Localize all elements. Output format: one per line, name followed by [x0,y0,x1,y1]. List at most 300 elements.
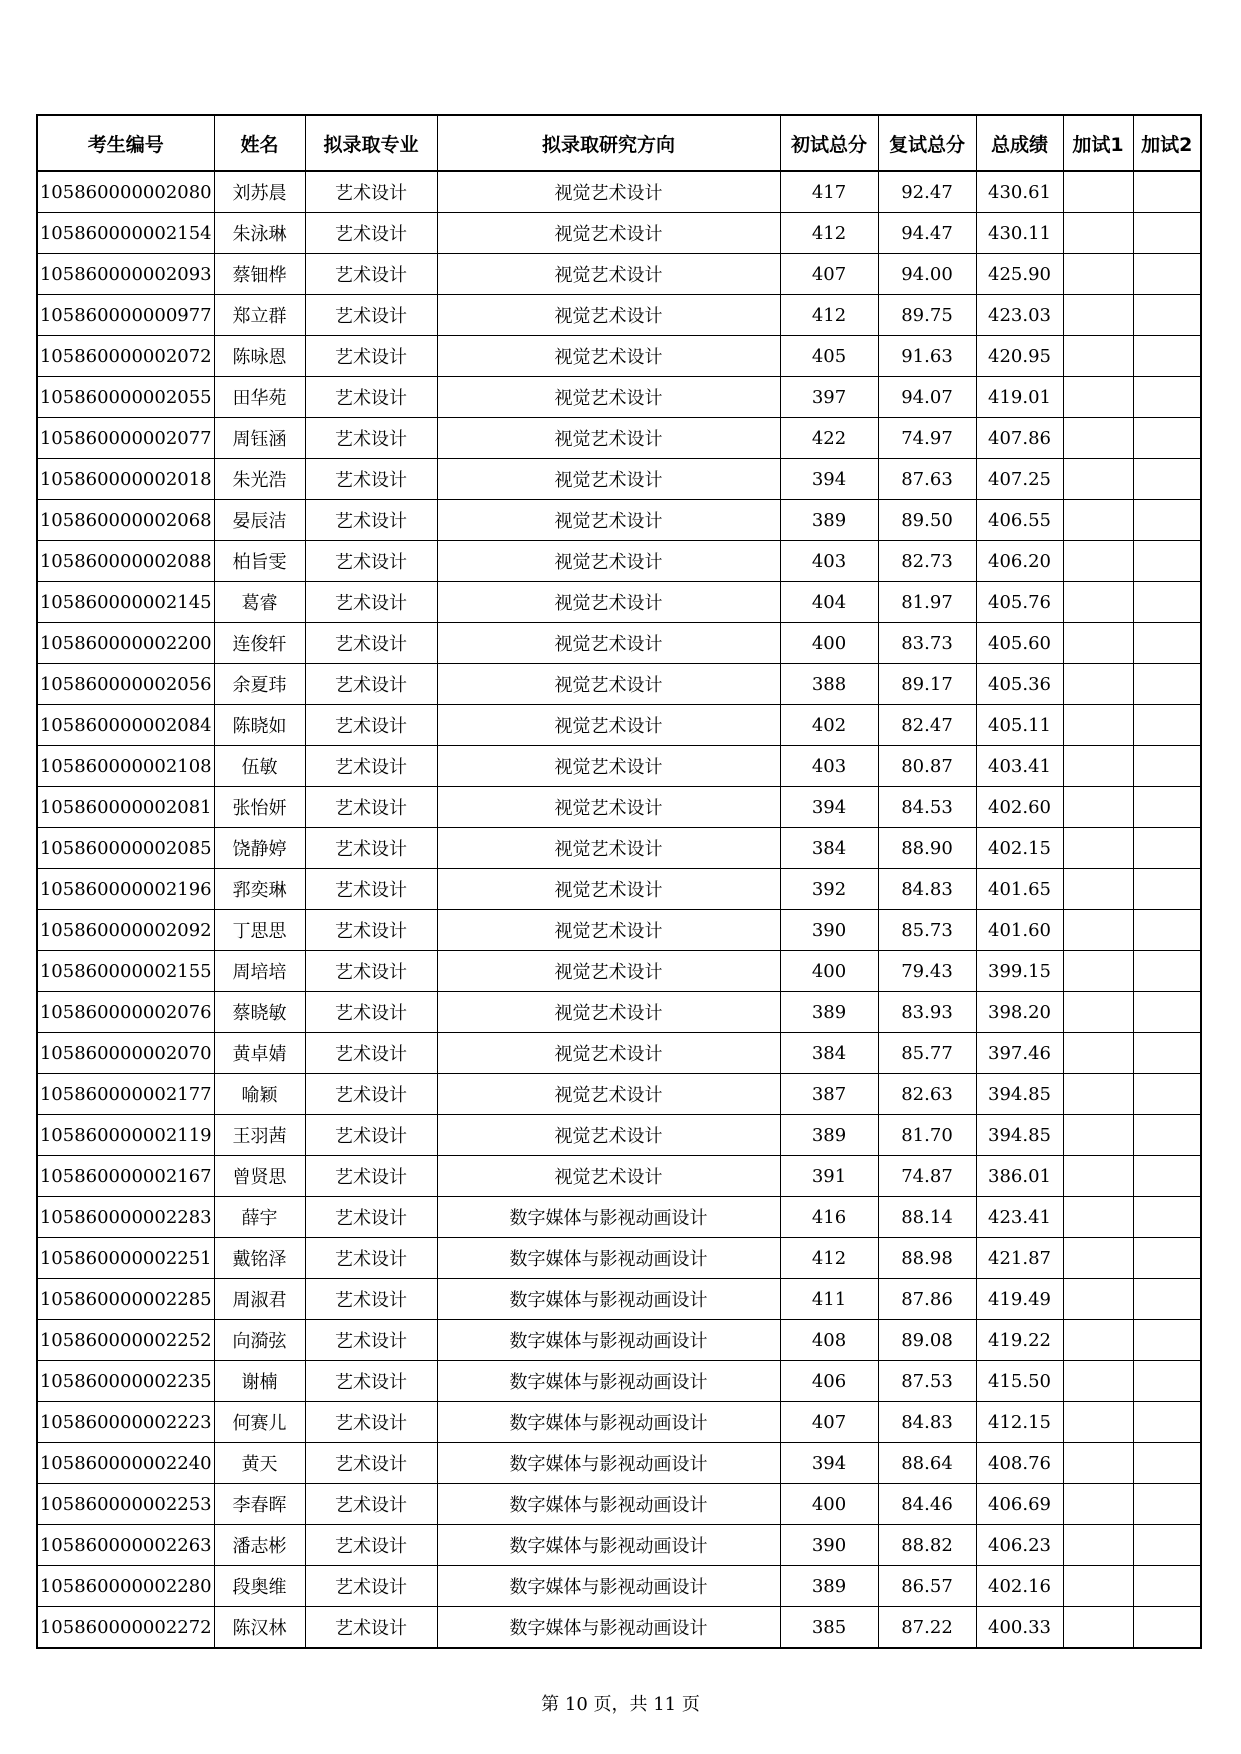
cell-research-direction: 视觉艺术设计 [437,910,780,951]
table-row [37,1361,1201,1402]
cell-research-direction: 视觉艺术设计 [437,171,780,213]
cell-name: 柏旨雯 [214,541,305,582]
cell-extra-test-1 [1063,1279,1133,1320]
table-row [37,951,1201,992]
cell-extra-test-1 [1063,828,1133,869]
cell-initial-score: 406 [780,1361,878,1402]
admission-table [36,114,1202,1649]
cell-major: 艺术设计 [305,1033,437,1074]
header-extra-test-2: 加试2 [1133,115,1201,171]
cell-major: 艺术设计 [305,500,437,541]
cell-major: 艺术设计 [305,1484,437,1525]
cell-research-direction: 视觉艺术设计 [437,951,780,992]
cell-extra-test-2 [1133,705,1201,746]
cell-research-direction: 数字媒体与影视动画设计 [437,1566,780,1607]
cell-initial-score: 394 [780,1443,878,1484]
page-number: 第 10 页，共 11 页 [541,1694,700,1715]
cell-total-score: 394.85 [976,1115,1063,1156]
cell-extra-test-2 [1133,1320,1201,1361]
cell-total-score: 406.55 [976,500,1063,541]
cell-initial-score: 403 [780,541,878,582]
cell-candidate-id: 105860000002088 [37,541,214,582]
cell-major: 艺术设计 [305,1361,437,1402]
cell-extra-test-1 [1063,664,1133,705]
cell-extra-test-1 [1063,1320,1133,1361]
cell-retest-score: 85.77 [878,1033,976,1074]
cell-initial-score: 391 [780,1156,878,1197]
cell-candidate-id: 105860000002253 [37,1484,214,1525]
cell-retest-score: 88.98 [878,1238,976,1279]
cell-research-direction: 数字媒体与影视动画设计 [437,1361,780,1402]
cell-initial-score: 416 [780,1197,878,1238]
cell-extra-test-1 [1063,623,1133,664]
cell-extra-test-1 [1063,295,1133,336]
cell-extra-test-1 [1063,171,1133,213]
cell-retest-score: 89.17 [878,664,976,705]
cell-name: 黄卓婧 [214,1033,305,1074]
cell-retest-score: 83.93 [878,992,976,1033]
cell-initial-score: 405 [780,336,878,377]
cell-extra-test-1 [1063,1115,1133,1156]
cell-major: 艺术设计 [305,1074,437,1115]
table-row [37,582,1201,623]
cell-total-score: 406.69 [976,1484,1063,1525]
cell-candidate-id: 105860000002076 [37,992,214,1033]
cell-total-score: 430.61 [976,171,1063,213]
table-row [37,787,1201,828]
cell-research-direction: 视觉艺术设计 [437,1156,780,1197]
cell-candidate-id: 105860000002200 [37,623,214,664]
cell-retest-score: 82.73 [878,541,976,582]
cell-major: 艺术设计 [305,254,437,295]
cell-initial-score: 394 [780,459,878,500]
table-row [37,910,1201,951]
cell-major: 艺术设计 [305,418,437,459]
cell-extra-test-2 [1133,992,1201,1033]
cell-research-direction: 视觉艺术设计 [437,828,780,869]
cell-name: 张怡妍 [214,787,305,828]
cell-extra-test-1 [1063,1402,1133,1443]
cell-major: 艺术设计 [305,171,437,213]
cell-name: 陈汉林 [214,1607,305,1649]
cell-extra-test-2 [1133,377,1201,418]
table-row [37,1443,1201,1484]
cell-extra-test-2 [1133,1279,1201,1320]
header-candidate-id: 考生编号 [37,115,214,171]
cell-research-direction: 数字媒体与影视动画设计 [437,1279,780,1320]
cell-name: 戴铭泽 [214,1238,305,1279]
cell-name: 丁思思 [214,910,305,951]
cell-major: 艺术设计 [305,1607,437,1649]
table-row [37,1115,1201,1156]
cell-extra-test-1 [1063,1361,1133,1402]
cell-total-score: 403.41 [976,746,1063,787]
cell-name: 晏辰洁 [214,500,305,541]
cell-extra-test-1 [1063,500,1133,541]
cell-candidate-id: 105860000002155 [37,951,214,992]
cell-research-direction: 视觉艺术设计 [437,459,780,500]
table-row [37,500,1201,541]
cell-research-direction: 视觉艺术设计 [437,295,780,336]
cell-extra-test-2 [1133,418,1201,459]
cell-extra-test-2 [1133,623,1201,664]
cell-initial-score: 389 [780,1115,878,1156]
cell-extra-test-1 [1063,1566,1133,1607]
cell-name: 王羽茜 [214,1115,305,1156]
cell-major: 艺术设计 [305,1238,437,1279]
cell-initial-score: 400 [780,623,878,664]
cell-retest-score: 88.82 [878,1525,976,1566]
cell-candidate-id: 105860000002154 [37,213,214,254]
cell-total-score: 420.95 [976,336,1063,377]
cell-extra-test-2 [1133,664,1201,705]
cell-candidate-id: 105860000002068 [37,500,214,541]
cell-major: 艺术设计 [305,705,437,746]
cell-initial-score: 403 [780,746,878,787]
cell-candidate-id: 105860000002077 [37,418,214,459]
table-row [37,1402,1201,1443]
cell-initial-score: 400 [780,951,878,992]
table-header-row [37,115,1201,171]
cell-research-direction: 数字媒体与影视动画设计 [437,1320,780,1361]
cell-total-score: 402.16 [976,1566,1063,1607]
cell-candidate-id: 105860000002252 [37,1320,214,1361]
cell-major: 艺术设计 [305,1115,437,1156]
cell-name: 田华苑 [214,377,305,418]
cell-name: 饶静婷 [214,828,305,869]
cell-name: 谢楠 [214,1361,305,1402]
cell-retest-score: 88.64 [878,1443,976,1484]
cell-initial-score: 402 [780,705,878,746]
cell-candidate-id: 105860000002280 [37,1566,214,1607]
cell-total-score: 405.76 [976,582,1063,623]
cell-name: 喻颖 [214,1074,305,1115]
cell-extra-test-2 [1133,1566,1201,1607]
cell-retest-score: 89.50 [878,500,976,541]
cell-major: 艺术设计 [305,1320,437,1361]
cell-initial-score: 407 [780,1402,878,1443]
cell-initial-score: 384 [780,1033,878,1074]
cell-extra-test-2 [1133,1033,1201,1074]
cell-candidate-id: 105860000002055 [37,377,214,418]
cell-total-score: 408.76 [976,1443,1063,1484]
cell-name: 李春晖 [214,1484,305,1525]
cell-extra-test-1 [1063,869,1133,910]
cell-retest-score: 84.83 [878,1402,976,1443]
header-retest-score: 复试总分 [878,115,976,171]
header-name: 姓名 [214,115,305,171]
table-row [37,1525,1201,1566]
cell-retest-score: 87.63 [878,459,976,500]
cell-extra-test-1 [1063,541,1133,582]
cell-name: 何赛儿 [214,1402,305,1443]
cell-extra-test-2 [1133,1525,1201,1566]
table-row [37,1320,1201,1361]
cell-retest-score: 79.43 [878,951,976,992]
table-row [37,295,1201,336]
cell-major: 艺术设计 [305,1156,437,1197]
cell-extra-test-1 [1063,1238,1133,1279]
cell-candidate-id: 105860000002119 [37,1115,214,1156]
cell-extra-test-2 [1133,500,1201,541]
cell-total-score: 412.15 [976,1402,1063,1443]
cell-candidate-id: 105860000002263 [37,1525,214,1566]
cell-retest-score: 88.90 [878,828,976,869]
cell-extra-test-2 [1133,1197,1201,1238]
cell-initial-score: 412 [780,295,878,336]
cell-major: 艺术设计 [305,828,437,869]
cell-candidate-id: 105860000002072 [37,336,214,377]
cell-extra-test-2 [1133,1607,1201,1649]
cell-research-direction: 视觉艺术设计 [437,746,780,787]
cell-research-direction: 视觉艺术设计 [437,254,780,295]
cell-research-direction: 数字媒体与影视动画设计 [437,1402,780,1443]
cell-initial-score: 394 [780,787,878,828]
cell-candidate-id: 105860000002223 [37,1402,214,1443]
cell-major: 艺术设计 [305,623,437,664]
cell-research-direction: 视觉艺术设计 [437,541,780,582]
cell-total-score: 398.20 [976,992,1063,1033]
cell-candidate-id: 105860000002240 [37,1443,214,1484]
cell-retest-score: 81.97 [878,582,976,623]
cell-research-direction: 数字媒体与影视动画设计 [437,1484,780,1525]
cell-initial-score: 388 [780,664,878,705]
cell-name: 余夏玮 [214,664,305,705]
cell-extra-test-1 [1063,336,1133,377]
cell-research-direction: 数字媒体与影视动画设计 [437,1238,780,1279]
cell-extra-test-2 [1133,171,1201,213]
cell-research-direction: 数字媒体与影视动画设计 [437,1525,780,1566]
cell-initial-score: 389 [780,500,878,541]
cell-extra-test-2 [1133,459,1201,500]
header-extra-test-1: 加试1 [1063,115,1133,171]
cell-retest-score: 87.86 [878,1279,976,1320]
cell-major: 艺术设计 [305,992,437,1033]
cell-major: 艺术设计 [305,336,437,377]
table-row [37,1279,1201,1320]
cell-initial-score: 390 [780,910,878,951]
cell-candidate-id: 105860000002196 [37,869,214,910]
cell-total-score: 401.65 [976,869,1063,910]
cell-name: 蔡晓敏 [214,992,305,1033]
cell-extra-test-1 [1063,1197,1133,1238]
cell-research-direction: 视觉艺术设计 [437,582,780,623]
cell-extra-test-2 [1133,910,1201,951]
cell-total-score: 406.20 [976,541,1063,582]
table-row [37,1607,1201,1649]
table-row [37,869,1201,910]
cell-candidate-id: 105860000002108 [37,746,214,787]
cell-major: 艺术设计 [305,1402,437,1443]
table-row [37,541,1201,582]
cell-extra-test-1 [1063,254,1133,295]
table-row [37,623,1201,664]
cell-name: 郛奕琳 [214,869,305,910]
cell-retest-score: 88.14 [878,1197,976,1238]
table-row [37,705,1201,746]
cell-major: 艺术设计 [305,951,437,992]
cell-name: 蔡钿桦 [214,254,305,295]
cell-extra-test-2 [1133,1074,1201,1115]
cell-research-direction: 数字媒体与影视动画设计 [437,1197,780,1238]
cell-candidate-id: 105860000002283 [37,1197,214,1238]
cell-extra-test-2 [1133,1156,1201,1197]
header-initial-score: 初试总分 [780,115,878,171]
cell-retest-score: 94.00 [878,254,976,295]
cell-name: 周淑君 [214,1279,305,1320]
table-row [37,254,1201,295]
header-major: 拟录取专业 [305,115,437,171]
cell-candidate-id: 105860000002145 [37,582,214,623]
cell-extra-test-1 [1063,1033,1133,1074]
table-row [37,1238,1201,1279]
cell-total-score: 399.15 [976,951,1063,992]
cell-total-score: 402.60 [976,787,1063,828]
table-row [37,1033,1201,1074]
cell-extra-test-1 [1063,418,1133,459]
cell-extra-test-2 [1133,787,1201,828]
cell-major: 艺术设计 [305,746,437,787]
cell-name: 向漪弦 [214,1320,305,1361]
cell-research-direction: 视觉艺术设计 [437,1033,780,1074]
cell-initial-score: 387 [780,1074,878,1115]
cell-total-score: 423.03 [976,295,1063,336]
cell-total-score: 419.22 [976,1320,1063,1361]
cell-name: 伍敏 [214,746,305,787]
cell-retest-score: 89.08 [878,1320,976,1361]
cell-initial-score: 384 [780,828,878,869]
cell-research-direction: 视觉艺术设计 [437,705,780,746]
cell-extra-test-2 [1133,582,1201,623]
cell-research-direction: 视觉艺术设计 [437,213,780,254]
cell-retest-score: 81.70 [878,1115,976,1156]
cell-extra-test-2 [1133,1484,1201,1525]
cell-extra-test-1 [1063,705,1133,746]
cell-research-direction: 视觉艺术设计 [437,500,780,541]
cell-total-score: 419.01 [976,377,1063,418]
cell-extra-test-2 [1133,336,1201,377]
cell-total-score: 405.36 [976,664,1063,705]
cell-initial-score: 389 [780,992,878,1033]
cell-candidate-id: 105860000002285 [37,1279,214,1320]
cell-extra-test-2 [1133,295,1201,336]
cell-total-score: 415.50 [976,1361,1063,1402]
cell-extra-test-1 [1063,1607,1133,1649]
cell-extra-test-1 [1063,992,1133,1033]
cell-name: 朱泳琳 [214,213,305,254]
cell-retest-score: 84.46 [878,1484,976,1525]
cell-retest-score: 82.47 [878,705,976,746]
cell-name: 段奥维 [214,1566,305,1607]
cell-extra-test-1 [1063,1443,1133,1484]
cell-initial-score: 412 [780,1238,878,1279]
cell-name: 陈咏恩 [214,336,305,377]
table-row [37,1484,1201,1525]
cell-total-score: 386.01 [976,1156,1063,1197]
cell-initial-score: 400 [780,1484,878,1525]
cell-extra-test-1 [1063,787,1133,828]
cell-retest-score: 80.87 [878,746,976,787]
cell-initial-score: 422 [780,418,878,459]
cell-research-direction: 视觉艺术设计 [437,377,780,418]
cell-extra-test-2 [1133,1115,1201,1156]
cell-total-score: 406.23 [976,1525,1063,1566]
cell-name: 黄天 [214,1443,305,1484]
cell-candidate-id: 105860000002080 [37,171,214,213]
cell-retest-score: 84.53 [878,787,976,828]
table-row [37,171,1201,213]
cell-name: 潘志彬 [214,1525,305,1566]
cell-candidate-id: 105860000002272 [37,1607,214,1649]
cell-total-score: 421.87 [976,1238,1063,1279]
cell-research-direction: 视觉艺术设计 [437,787,780,828]
cell-name: 薛宇 [214,1197,305,1238]
cell-retest-score: 92.47 [878,171,976,213]
cell-initial-score: 417 [780,171,878,213]
cell-extra-test-2 [1133,1238,1201,1279]
cell-total-score: 423.41 [976,1197,1063,1238]
cell-candidate-id: 105860000002177 [37,1074,214,1115]
cell-extra-test-1 [1063,1525,1133,1566]
table-row [37,459,1201,500]
cell-major: 艺术设计 [305,1525,437,1566]
table-row [37,1156,1201,1197]
cell-major: 艺术设计 [305,787,437,828]
cell-candidate-id: 105860000002251 [37,1238,214,1279]
cell-initial-score: 404 [780,582,878,623]
cell-extra-test-1 [1063,1484,1133,1525]
cell-extra-test-1 [1063,951,1133,992]
cell-name: 刘苏晨 [214,171,305,213]
cell-total-score: 402.15 [976,828,1063,869]
cell-candidate-id: 105860000002235 [37,1361,214,1402]
cell-candidate-id: 105860000002085 [37,828,214,869]
table-row [37,336,1201,377]
cell-candidate-id: 105860000002092 [37,910,214,951]
cell-extra-test-1 [1063,1156,1133,1197]
cell-name: 曾贤思 [214,1156,305,1197]
cell-extra-test-1 [1063,213,1133,254]
cell-extra-test-2 [1133,746,1201,787]
cell-initial-score: 389 [780,1566,878,1607]
cell-retest-score: 91.63 [878,336,976,377]
table-row [37,1074,1201,1115]
cell-retest-score: 94.47 [878,213,976,254]
cell-major: 艺术设计 [305,377,437,418]
cell-extra-test-2 [1133,951,1201,992]
cell-extra-test-2 [1133,869,1201,910]
cell-research-direction: 视觉艺术设计 [437,336,780,377]
cell-total-score: 419.49 [976,1279,1063,1320]
cell-name: 郑立群 [214,295,305,336]
cell-research-direction: 视觉艺术设计 [437,418,780,459]
table-row [37,418,1201,459]
cell-initial-score: 408 [780,1320,878,1361]
cell-major: 艺术设计 [305,910,437,951]
cell-candidate-id: 105860000002084 [37,705,214,746]
cell-total-score: 405.60 [976,623,1063,664]
cell-total-score: 394.85 [976,1074,1063,1115]
cell-extra-test-1 [1063,459,1133,500]
cell-major: 艺术设计 [305,664,437,705]
cell-major: 艺术设计 [305,869,437,910]
cell-retest-score: 86.57 [878,1566,976,1607]
cell-retest-score: 87.53 [878,1361,976,1402]
cell-candidate-id: 105860000002081 [37,787,214,828]
cell-initial-score: 392 [780,869,878,910]
table-row [37,1197,1201,1238]
cell-name: 周钰涵 [214,418,305,459]
